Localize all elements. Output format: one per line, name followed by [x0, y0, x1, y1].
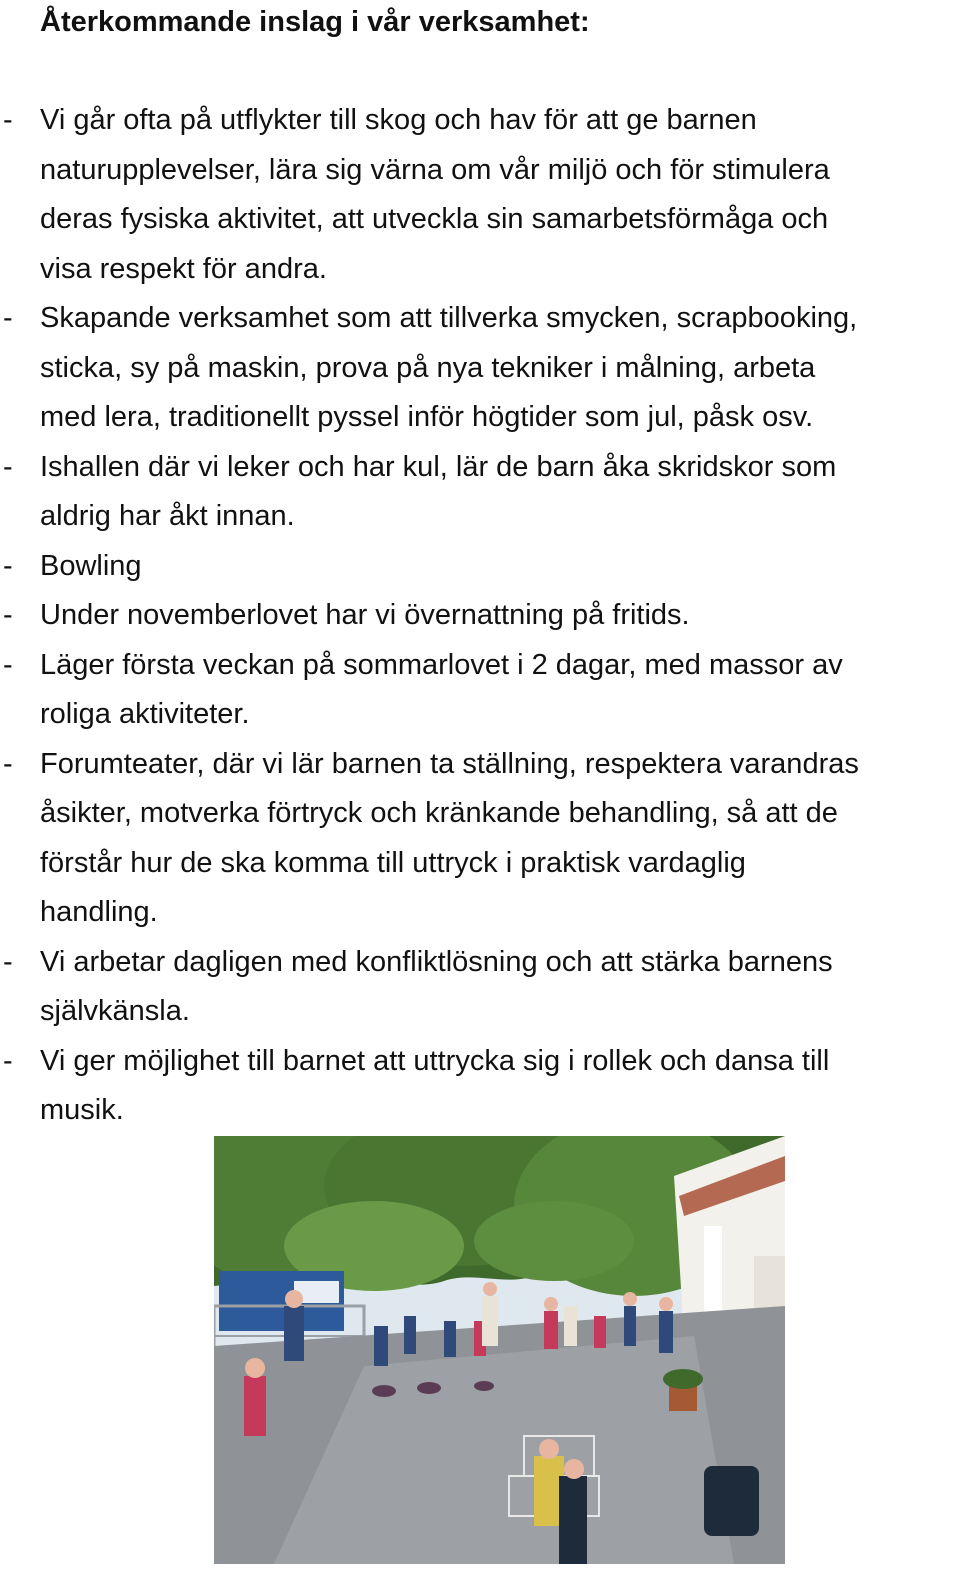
list-item-text-line: musik.: [40, 1094, 124, 1126]
list-item-text-line: Bowling: [40, 549, 142, 582]
list-bullet: -: [3, 648, 13, 681]
list-item-text-line: Ishallen där vi leker och har kul, lär de barn åka skridskor som: [40, 450, 837, 483]
list-bullet: -: [3, 549, 13, 582]
list-item-text-line: självkänsla.: [40, 995, 190, 1027]
list-bullet: -: [3, 450, 13, 483]
activity-list: [0, 96, 960, 1136]
list-item-text-line: sticka, sy på maskin, prova på nya tekniker i målning, arbeta: [40, 351, 816, 384]
list-bullet: -: [3, 1044, 13, 1077]
page-heading: Återkommande inslag i vår verksamhet:: [40, 6, 590, 38]
list-item-text-line: handling.: [40, 896, 158, 928]
list-item-text-line: åsikter, motverka förtryck och kränkande behandling, så att de: [40, 797, 838, 829]
list-item: [0, 96, 960, 294]
list-item-text-line: aldrig har åkt innan.: [40, 500, 295, 532]
list-item: [0, 443, 960, 542]
list-item: [0, 542, 960, 592]
list-item-text-line: Vi ger möjlighet till barnet att uttrycka sig i rollek och dansa till: [40, 1044, 830, 1077]
list-item-text-line: Vi går ofta på utflykter till skog och hav för att ge barnen: [40, 104, 757, 136]
list-item: [0, 938, 960, 1037]
list-item-text-line: Vi arbetar dagligen med konfliktlösning och att stärka barnens: [40, 945, 833, 978]
list-item: [0, 294, 960, 443]
list-bullet: -: [3, 104, 13, 136]
list-item-text-line: roliga aktiviteter.: [40, 698, 250, 730]
list-item: [0, 740, 960, 938]
list-bullet: -: [3, 599, 13, 631]
list-item-text-line: Forumteater, där vi lär barnen ta ställning, respektera varandras: [40, 747, 859, 780]
list-item-text-line: förstår hur de ska komma till uttryck i praktisk vardaglig: [40, 846, 746, 879]
list-item-text-line: naturupplevelser, lära sig värna om vår miljö och för stimulera: [40, 153, 830, 186]
schoolyard-photo: [214, 1136, 785, 1564]
list-bullet: -: [3, 302, 13, 334]
list-bullet: -: [3, 747, 13, 780]
list-item: [0, 1037, 960, 1136]
list-item-text-line: deras fysiska aktivitet, att utveckla sin samarbetsförmåga och: [40, 203, 829, 235]
list-item-text-line: Under novemberlovet har vi övernattning på fritids.: [40, 599, 690, 631]
list-item: [0, 641, 960, 740]
list-item-text-line: visa respekt för andra.: [40, 252, 327, 285]
list-item-text-line: Läger första veckan på sommarlovet i 2 dagar, med massor av: [40, 648, 843, 681]
list-item-text-line: Skapande verksamhet som att tillverka smycken, scrapbooking,: [40, 302, 858, 334]
list-item: [0, 591, 960, 641]
list-item-text-line: med lera, traditionellt pyssel inför högtider som jul, påsk osv.: [40, 401, 814, 433]
list-bullet: -: [3, 945, 13, 978]
